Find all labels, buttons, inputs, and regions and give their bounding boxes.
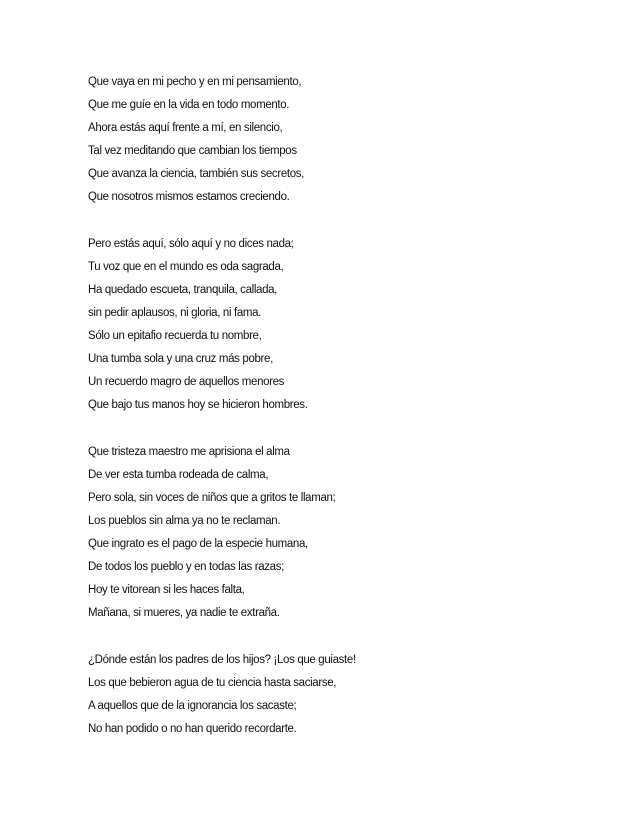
poem-line: Sólo un epitafio recuerda tu nombre, xyxy=(88,330,262,342)
poem-line: sin pedir aplausos, ni gloria, ni fama. xyxy=(88,307,262,319)
poem-line: Mañana, si mueres, ya nadie te extraña. xyxy=(88,607,280,619)
poem-line: Hoy te vitorean si les haces falta, xyxy=(88,584,245,596)
poem-line: Pero sola, sin voces de niños que a gritos te llaman; xyxy=(88,492,336,504)
poem-line: Ahora estás aquí frente a mí, en silencio, xyxy=(88,122,283,134)
poem-line: Que vaya en mi pecho y en mi pensamiento, xyxy=(88,76,302,88)
poem-line: Tal vez meditando que cambian los tiempos xyxy=(88,145,297,157)
stanza-2 xyxy=(88,233,568,417)
poem-line: De ver esta tumba rodeada de calma, xyxy=(88,469,269,481)
poem-line: ¿Dónde están los padres de los hijos? ¡Los que guiaste! xyxy=(88,654,356,666)
poem-text xyxy=(88,71,568,741)
poem-line: Los que bebieron agua de tu ciencia hasta saciarse, xyxy=(88,677,337,689)
poem-line: Un recuerdo magro de aquellos menores xyxy=(88,376,285,388)
poem-line: Que me guíe en la vida en todo momento. xyxy=(88,99,290,111)
stanza-1 xyxy=(88,71,568,209)
poem-line: Que avanza la ciencia, también sus secretos, xyxy=(88,168,304,180)
poem-line: Ha quedado escueta, tranquila, callada, xyxy=(88,284,278,296)
poem-line: Tu voz que en el mundo es oda sagrada, xyxy=(88,261,284,273)
poem-line: Que tristeza maestro me aprisiona el alma xyxy=(88,446,290,458)
poem-line: Los pueblos sin alma ya no te reclaman. xyxy=(88,515,281,527)
stanza-3 xyxy=(88,441,568,625)
poem-line: De todos los pueblo y en todas las razas; xyxy=(88,561,284,573)
poem-line: A aquellos que de la ignorancia los sacaste; xyxy=(88,700,297,712)
poem-line: No han podido o no han querido recordarte. xyxy=(88,723,297,735)
poem-line: Que bajo tus manos hoy se hicieron hombres. xyxy=(88,399,308,411)
stanza-4 xyxy=(88,649,568,741)
poem-line: Que nosotros mismos estamos creciendo. xyxy=(88,191,290,203)
poem-line: Una tumba sola y una cruz más pobre, xyxy=(88,353,273,365)
poem-line: Pero estás aquí, sólo aquí y no dices nada; xyxy=(88,238,294,250)
poem-line: Que ingrato es el pago de la especie humana, xyxy=(88,538,308,550)
